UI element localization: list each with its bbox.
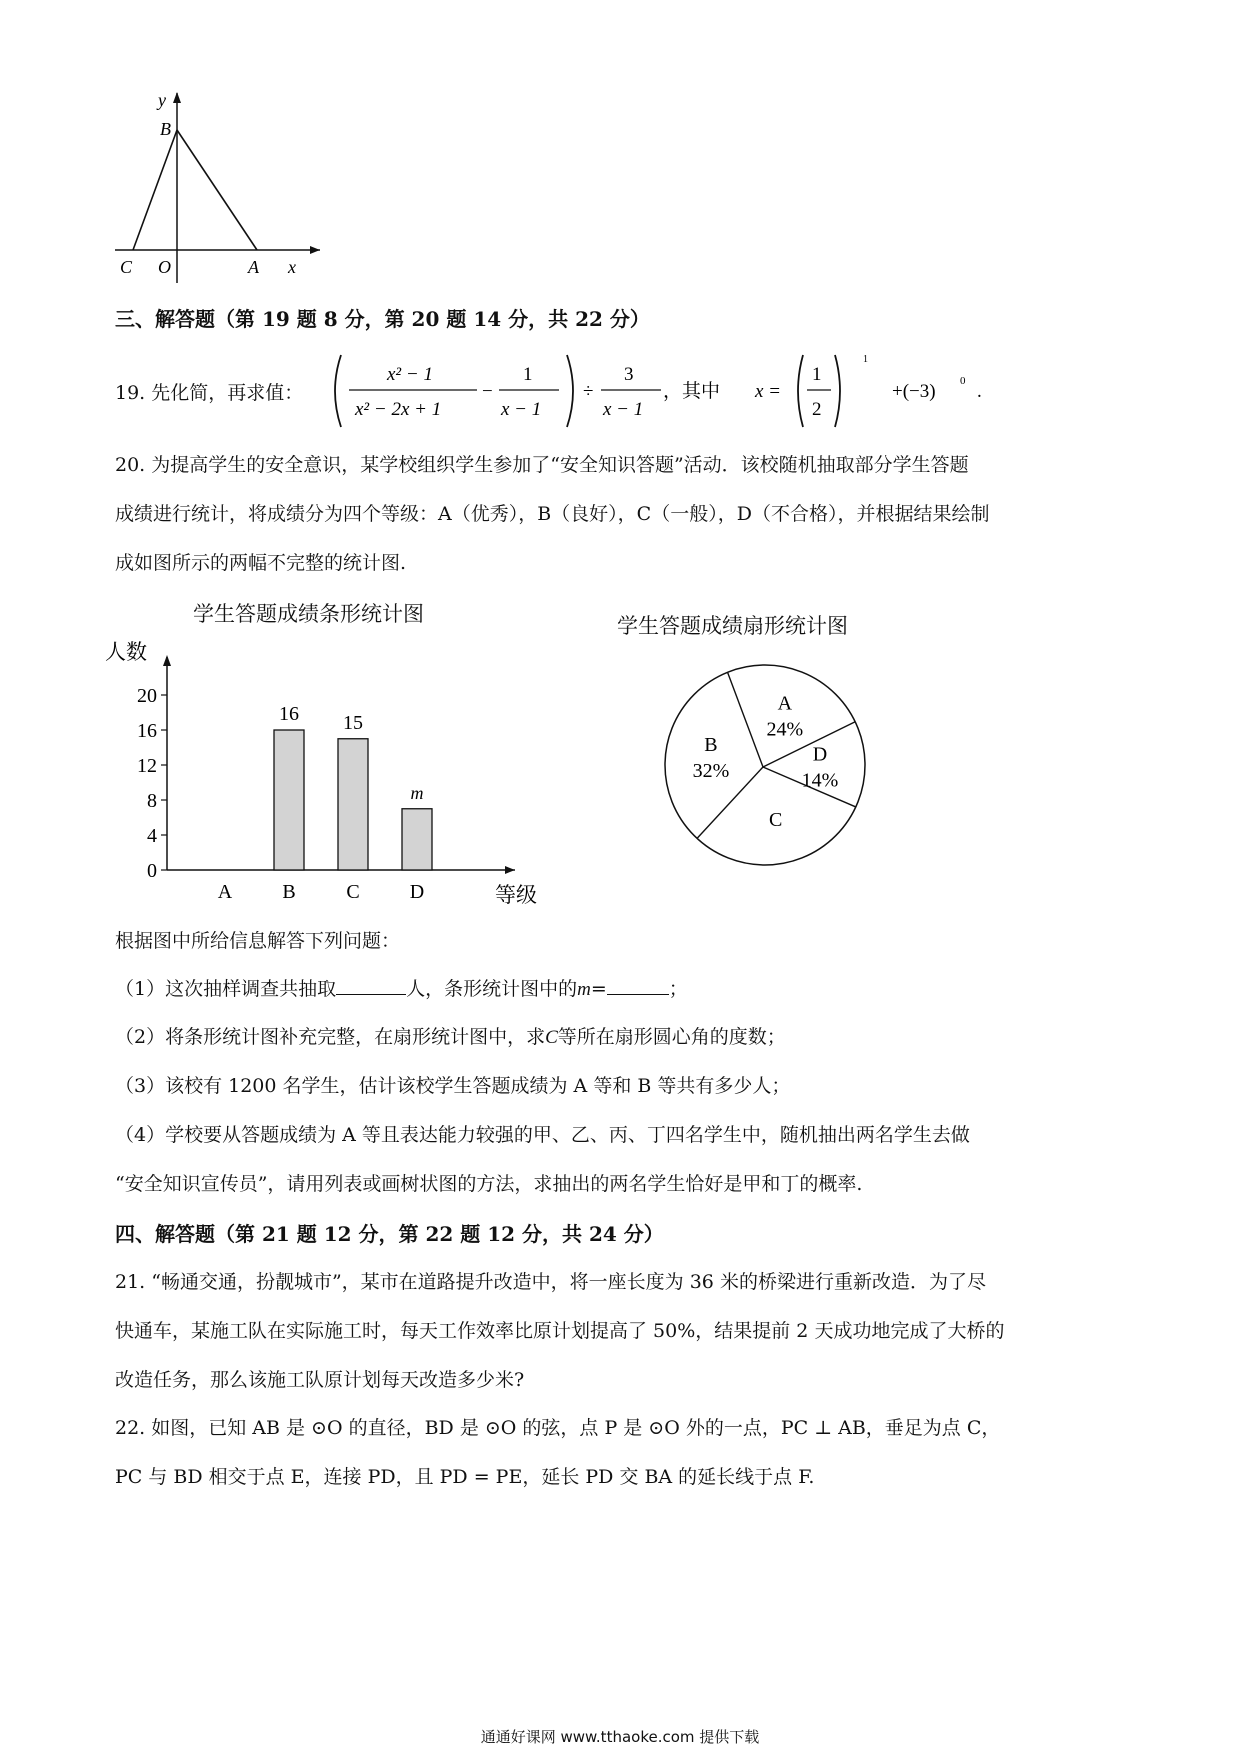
q22-line-1: 22. 如图，已知 AB 是 ⊙O 的直径，BD 是 ⊙O 的弦，点 P 是 ⊙O 外的一点，PC ⊥ AB，垂足为点 C， bbox=[115, 1417, 1001, 1439]
right-paren bbox=[567, 355, 573, 427]
minus-sign: − bbox=[482, 381, 493, 402]
q19-prefix: 19. 先化简，再求值： bbox=[115, 382, 304, 404]
half-numerator: 1 bbox=[812, 364, 822, 385]
bar-c bbox=[338, 739, 368, 870]
bar-x-tick-label: B bbox=[282, 881, 296, 903]
q20-sub-1 bbox=[115, 974, 688, 1001]
frac2-numerator: 1 bbox=[523, 364, 533, 385]
exponent-0: 0 bbox=[960, 375, 966, 387]
label-y: y bbox=[158, 90, 166, 110]
pie-label-c: C bbox=[769, 808, 783, 831]
frac1-denominator: x² − 2x + 1 bbox=[355, 399, 442, 420]
frac3-denominator: x − 1 bbox=[603, 399, 644, 420]
pie-percent-d: 14% bbox=[801, 769, 839, 792]
pie-percent-b: 32% bbox=[692, 760, 730, 783]
q20-sub-3: （3）该校有 1200 名学生，估计该校学生答题成绩为 A 等和 B 等共有多少人； bbox=[115, 1075, 791, 1097]
bar-y-tick-label: 16 bbox=[137, 720, 157, 742]
segment-ba bbox=[177, 130, 257, 250]
half-denominator: 2 bbox=[812, 399, 822, 420]
frac3-numerator: 3 bbox=[624, 364, 634, 385]
label-o: O bbox=[158, 257, 171, 277]
triangle-figure bbox=[105, 88, 335, 288]
left-paren bbox=[335, 355, 341, 427]
bar-y-arrow bbox=[163, 655, 171, 666]
q20-line-3: 成如图所示的两幅不完整的统计图. bbox=[115, 552, 407, 574]
x-equals: x = bbox=[755, 381, 782, 402]
q20-sub1-b: 人，条形统计图中的 bbox=[406, 978, 578, 1000]
q21-line-2: 快通车，某施工队在实际施工时，每天工作效率比原计划提高了 50%，结果提前 2 天成功地完成了大桥的 bbox=[115, 1320, 1005, 1342]
half-right-paren bbox=[835, 355, 840, 427]
q20-sub1-eq: = bbox=[590, 978, 607, 1000]
y-axis-arrow bbox=[173, 92, 181, 103]
q20-sub-4-line-2: “安全知识宣传员”，请用列表或画树状图的方法，求抽出的两名学生恰好是甲和丁的概率. bbox=[115, 1173, 863, 1195]
q20-sub1-a: （1）这次抽样调查共抽取 bbox=[115, 978, 337, 1000]
frac1-numerator: x² − 1 bbox=[387, 364, 433, 385]
bar-data-label-d: m bbox=[410, 782, 424, 803]
plus-neg3: +(−3) bbox=[892, 381, 936, 402]
q20-sub-2 bbox=[115, 1022, 786, 1049]
q20-sub2-b: 等所在扇形圆心角的度数； bbox=[557, 1026, 786, 1048]
section-3-heading: 三、解答题（第 19 题 8 分，第 20 题 14 分，共 22 分） bbox=[115, 307, 650, 331]
label-a: A bbox=[248, 257, 259, 277]
bar-x-arrow bbox=[505, 866, 515, 874]
pie-label-b: B bbox=[704, 734, 718, 757]
q21-line-1: 21. “畅通交通，扮靓城市”，某市在道路提升改造中，将一座长度为 36 米的桥梁进行重新改造．为了尽 bbox=[115, 1271, 986, 1293]
q20-intro: 根据图中所给信息解答下列问题： bbox=[115, 930, 401, 952]
bar-b bbox=[274, 730, 304, 870]
answer-blank-m[interactable] bbox=[607, 976, 669, 995]
half-left-paren bbox=[798, 355, 803, 427]
q20-line-2: 成绩进行统计，将成绩分为四个等级：A（优秀），B（良好），C（一般），D（不合格），并根据结果绘制 bbox=[115, 503, 990, 525]
q22-line-2: PC 与 BD 相交于点 E，连接 PD，且 PD = PE，延长 PD 交 BA 的延长线于点 F. bbox=[115, 1466, 815, 1488]
page-footer: 通通好课网 www.tthaoke.com 提供下载 bbox=[480, 1728, 760, 1746]
bar-x-label: 等级 bbox=[495, 883, 537, 905]
bar-y-tick-label: 20 bbox=[137, 685, 157, 707]
label-x: x bbox=[288, 257, 296, 277]
bar-data-label-c: 15 bbox=[343, 711, 363, 734]
bar-y-tick-label: 4 bbox=[147, 825, 157, 847]
q20-sub1-end: ； bbox=[668, 978, 688, 1000]
bar-y-label: 人数 bbox=[105, 640, 147, 664]
bar-chart bbox=[105, 635, 545, 905]
section-4-heading: 四、解答题（第 21 题 12 分，第 22 题 12 分，共 24 分） bbox=[115, 1222, 664, 1246]
bar-x-tick-label: D bbox=[409, 881, 425, 903]
pie-percent-a: 24% bbox=[766, 718, 804, 741]
answer-blank-total[interactable] bbox=[336, 976, 406, 995]
bar-x-tick-label: C bbox=[346, 881, 360, 903]
pie-chart-title: 学生答题成绩扇形统计图 bbox=[617, 614, 848, 638]
bar-data-label-b: 16 bbox=[279, 703, 299, 725]
bar-d bbox=[402, 809, 432, 870]
bar-x-tick-label: A bbox=[217, 881, 233, 903]
pie-label-d: D bbox=[812, 743, 828, 766]
bar-y-tick-label: 0 bbox=[147, 860, 157, 882]
label-c: C bbox=[120, 257, 133, 277]
q20-line-1: 20. 为提高学生的安全意识，某学校组织学生参加了“安全知识答题”活动．该校随机抽取部分学生答题 bbox=[115, 454, 969, 476]
q20-sub2-c: C bbox=[545, 1027, 558, 1048]
divide-sign: ÷ bbox=[583, 381, 594, 402]
bar-y-tick-label: 8 bbox=[147, 790, 157, 812]
question-19 bbox=[115, 352, 1015, 427]
q20-sub1-m: m bbox=[577, 979, 591, 1000]
exponent-1: 1 bbox=[863, 354, 868, 365]
x-axis-arrow bbox=[310, 246, 320, 254]
label-b: B bbox=[160, 119, 171, 139]
q19-period: . bbox=[977, 381, 982, 402]
bar-y-tick-label: 12 bbox=[137, 755, 157, 777]
q21-line-3: 改造任务，那么该施工队原计划每天改造多少米? bbox=[115, 1369, 525, 1391]
bar-chart-title: 学生答题成绩条形统计图 bbox=[193, 602, 424, 626]
pie-chart bbox=[655, 655, 875, 875]
segment-bc bbox=[133, 130, 177, 250]
frac2-denominator: x − 1 bbox=[501, 399, 542, 420]
q20-sub2-a: （2）将条形统计图补充完整，在扇形统计图中，求 bbox=[115, 1026, 546, 1048]
q20-sub-4-line-1: （4）学校要从答题成绩为 A 等且表达能力较强的甲、乙、丙、丁四名学生中，随机抽出两名学生去做 bbox=[115, 1124, 970, 1146]
pie-label-a: A bbox=[777, 692, 793, 715]
q19-expression bbox=[327, 352, 1017, 430]
q19-middle-text: ，其中 bbox=[663, 381, 721, 402]
